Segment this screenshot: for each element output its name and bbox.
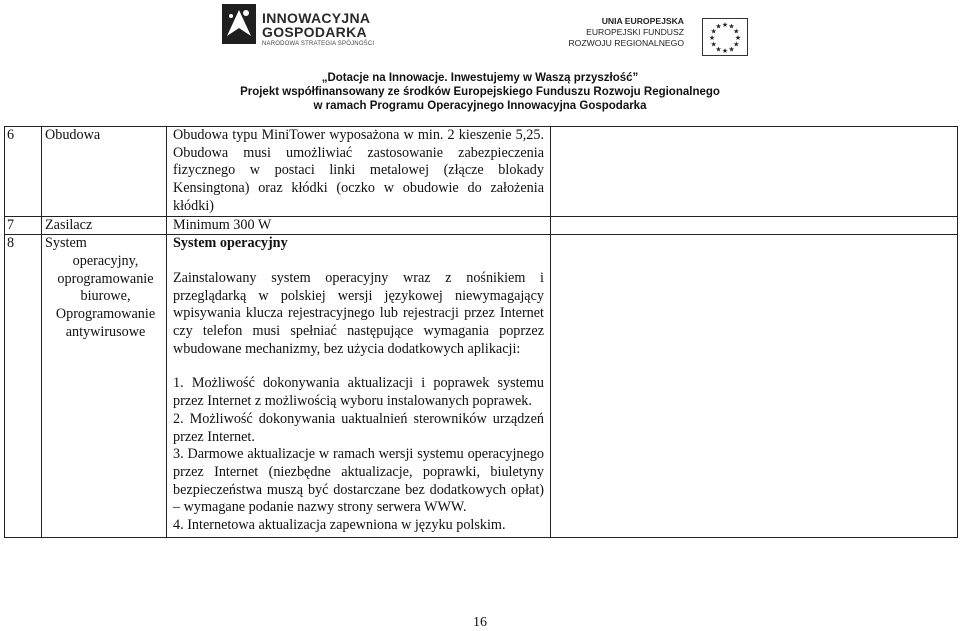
row-name bbox=[42, 127, 167, 217]
offer-cell bbox=[551, 127, 958, 217]
row-description-intro: Zainstalowany system operacyjny wraz z nośnikiem i przeglądarką w polskiej wersji językowej niewymagający wpisywania klucza rejestracyjnego lub rejestracji przez Internet czy telefon musi spełniać następujące wymagania poprzez wbudowane mechanizmy, bez użycia dodatkowych aplikacji: bbox=[173, 269, 544, 357]
svg-text:★: ★ bbox=[728, 45, 735, 54]
ig-logo-line3: NARODOWA STRATEGIA SPÓJNOŚCI bbox=[262, 41, 375, 47]
svg-text:★: ★ bbox=[715, 22, 722, 31]
table-row bbox=[5, 216, 958, 235]
project-header bbox=[0, 71, 960, 113]
table-row bbox=[5, 235, 958, 538]
svg-text:★: ★ bbox=[733, 27, 740, 36]
row-description bbox=[167, 216, 551, 235]
project-header-line3: w ramach Programu Operacyjnego Innowacyjna Gospodarka bbox=[313, 100, 647, 112]
eu-logo-line1: UNIA EUROPEJSKA bbox=[601, 16, 684, 26]
row-name-line: antywirusowe bbox=[65, 323, 146, 340]
eu-flag-icon bbox=[702, 18, 748, 56]
innowacyjna-gospodarka-logo-icon bbox=[222, 4, 256, 44]
svg-text:★: ★ bbox=[715, 45, 722, 54]
row-description bbox=[167, 235, 551, 538]
row-name-line: System bbox=[45, 235, 87, 252]
eu-logo-line2: EUROPEJSKI FUNDUSZ bbox=[586, 27, 684, 37]
row-name bbox=[42, 235, 167, 538]
svg-text:★: ★ bbox=[710, 40, 717, 49]
svg-text:★: ★ bbox=[721, 21, 729, 29]
row-number: 8 bbox=[5, 235, 42, 538]
row-name-line: oprogramowanie bbox=[57, 270, 154, 287]
svg-text:★: ★ bbox=[710, 27, 717, 36]
requirement-item: 4. Internetowa aktualizacja zapewniona w języku polskim. bbox=[173, 517, 506, 534]
page-number: 16 bbox=[473, 615, 487, 630]
ig-logo-line1: INNOWACYJNA bbox=[262, 10, 371, 26]
svg-text:★: ★ bbox=[721, 47, 729, 55]
project-header-line1: „Dotacje na Innowacje. Inwestujemy w Waszą przyszłość” bbox=[321, 72, 639, 84]
row-description-text: Minimum 300 W bbox=[173, 216, 272, 233]
row-name-line: operacyjny, bbox=[72, 252, 139, 269]
row-name-line: Obudowa bbox=[45, 127, 101, 143]
requirement-item: 2. Możliwość dokonywania uaktualnień sterowników urządzeń przez Internet. bbox=[173, 410, 544, 445]
project-header-line2: Projekt współfinansowany ze środków Europejskiego Funduszu Rozwoju Regionalnego bbox=[240, 86, 720, 98]
row-description-text: Obudowa typu MiniTower wyposażona w min. 2 kieszenie 5,25. Obudowa musi umożliwiać zastosowanie zabezpieczenia fizycznego w postaci linki metalowej (złącze blokady Kensingtona) oraz kłódki (oczko w obudowie do założenia kłódki) bbox=[173, 127, 544, 214]
innowacyjna-gospodarka-logo bbox=[222, 4, 422, 50]
row-name-line: biurowe, bbox=[80, 288, 131, 305]
svg-text:★: ★ bbox=[733, 40, 740, 49]
svg-text:★: ★ bbox=[728, 22, 735, 31]
table-row bbox=[5, 127, 958, 217]
ig-logo-line2: GOSPODARKA bbox=[262, 24, 367, 40]
row-description-title: System operacyjny bbox=[173, 235, 288, 252]
eu-logo-line3: ROZWOJU REGIONALNEGO bbox=[568, 38, 684, 48]
specification-table bbox=[4, 126, 958, 538]
svg-text:★: ★ bbox=[734, 34, 742, 42]
row-description bbox=[167, 127, 551, 217]
eu-logo bbox=[568, 16, 748, 58]
eu-logo-text bbox=[568, 16, 684, 49]
svg-text:★: ★ bbox=[708, 34, 716, 42]
row-number: 6 bbox=[5, 127, 42, 217]
row-name-line: Zasilacz bbox=[45, 216, 93, 233]
requirement-item: 1. Możliwość dokonywania aktualizacji i poprawek systemu przez Internet z możliwością wyboru instalowanych poprawek. bbox=[173, 375, 544, 410]
row-name bbox=[42, 216, 167, 235]
row-name-line: Oprogramowanie bbox=[55, 306, 156, 323]
requirement-item: 3. Darmowe aktualizacje w ramach wersji systemu operacyjnego przez Internet (niezbędne aktualizacje, poprawki, biuletyny bezpieczeństwa muszą być dostarczane bez dodatkowych opłat) – wymagane podanie nazwy strony serwera WWW. bbox=[173, 446, 544, 516]
offer-cell bbox=[551, 235, 958, 538]
offer-cell bbox=[551, 216, 958, 235]
row-number: 7 bbox=[5, 216, 42, 235]
